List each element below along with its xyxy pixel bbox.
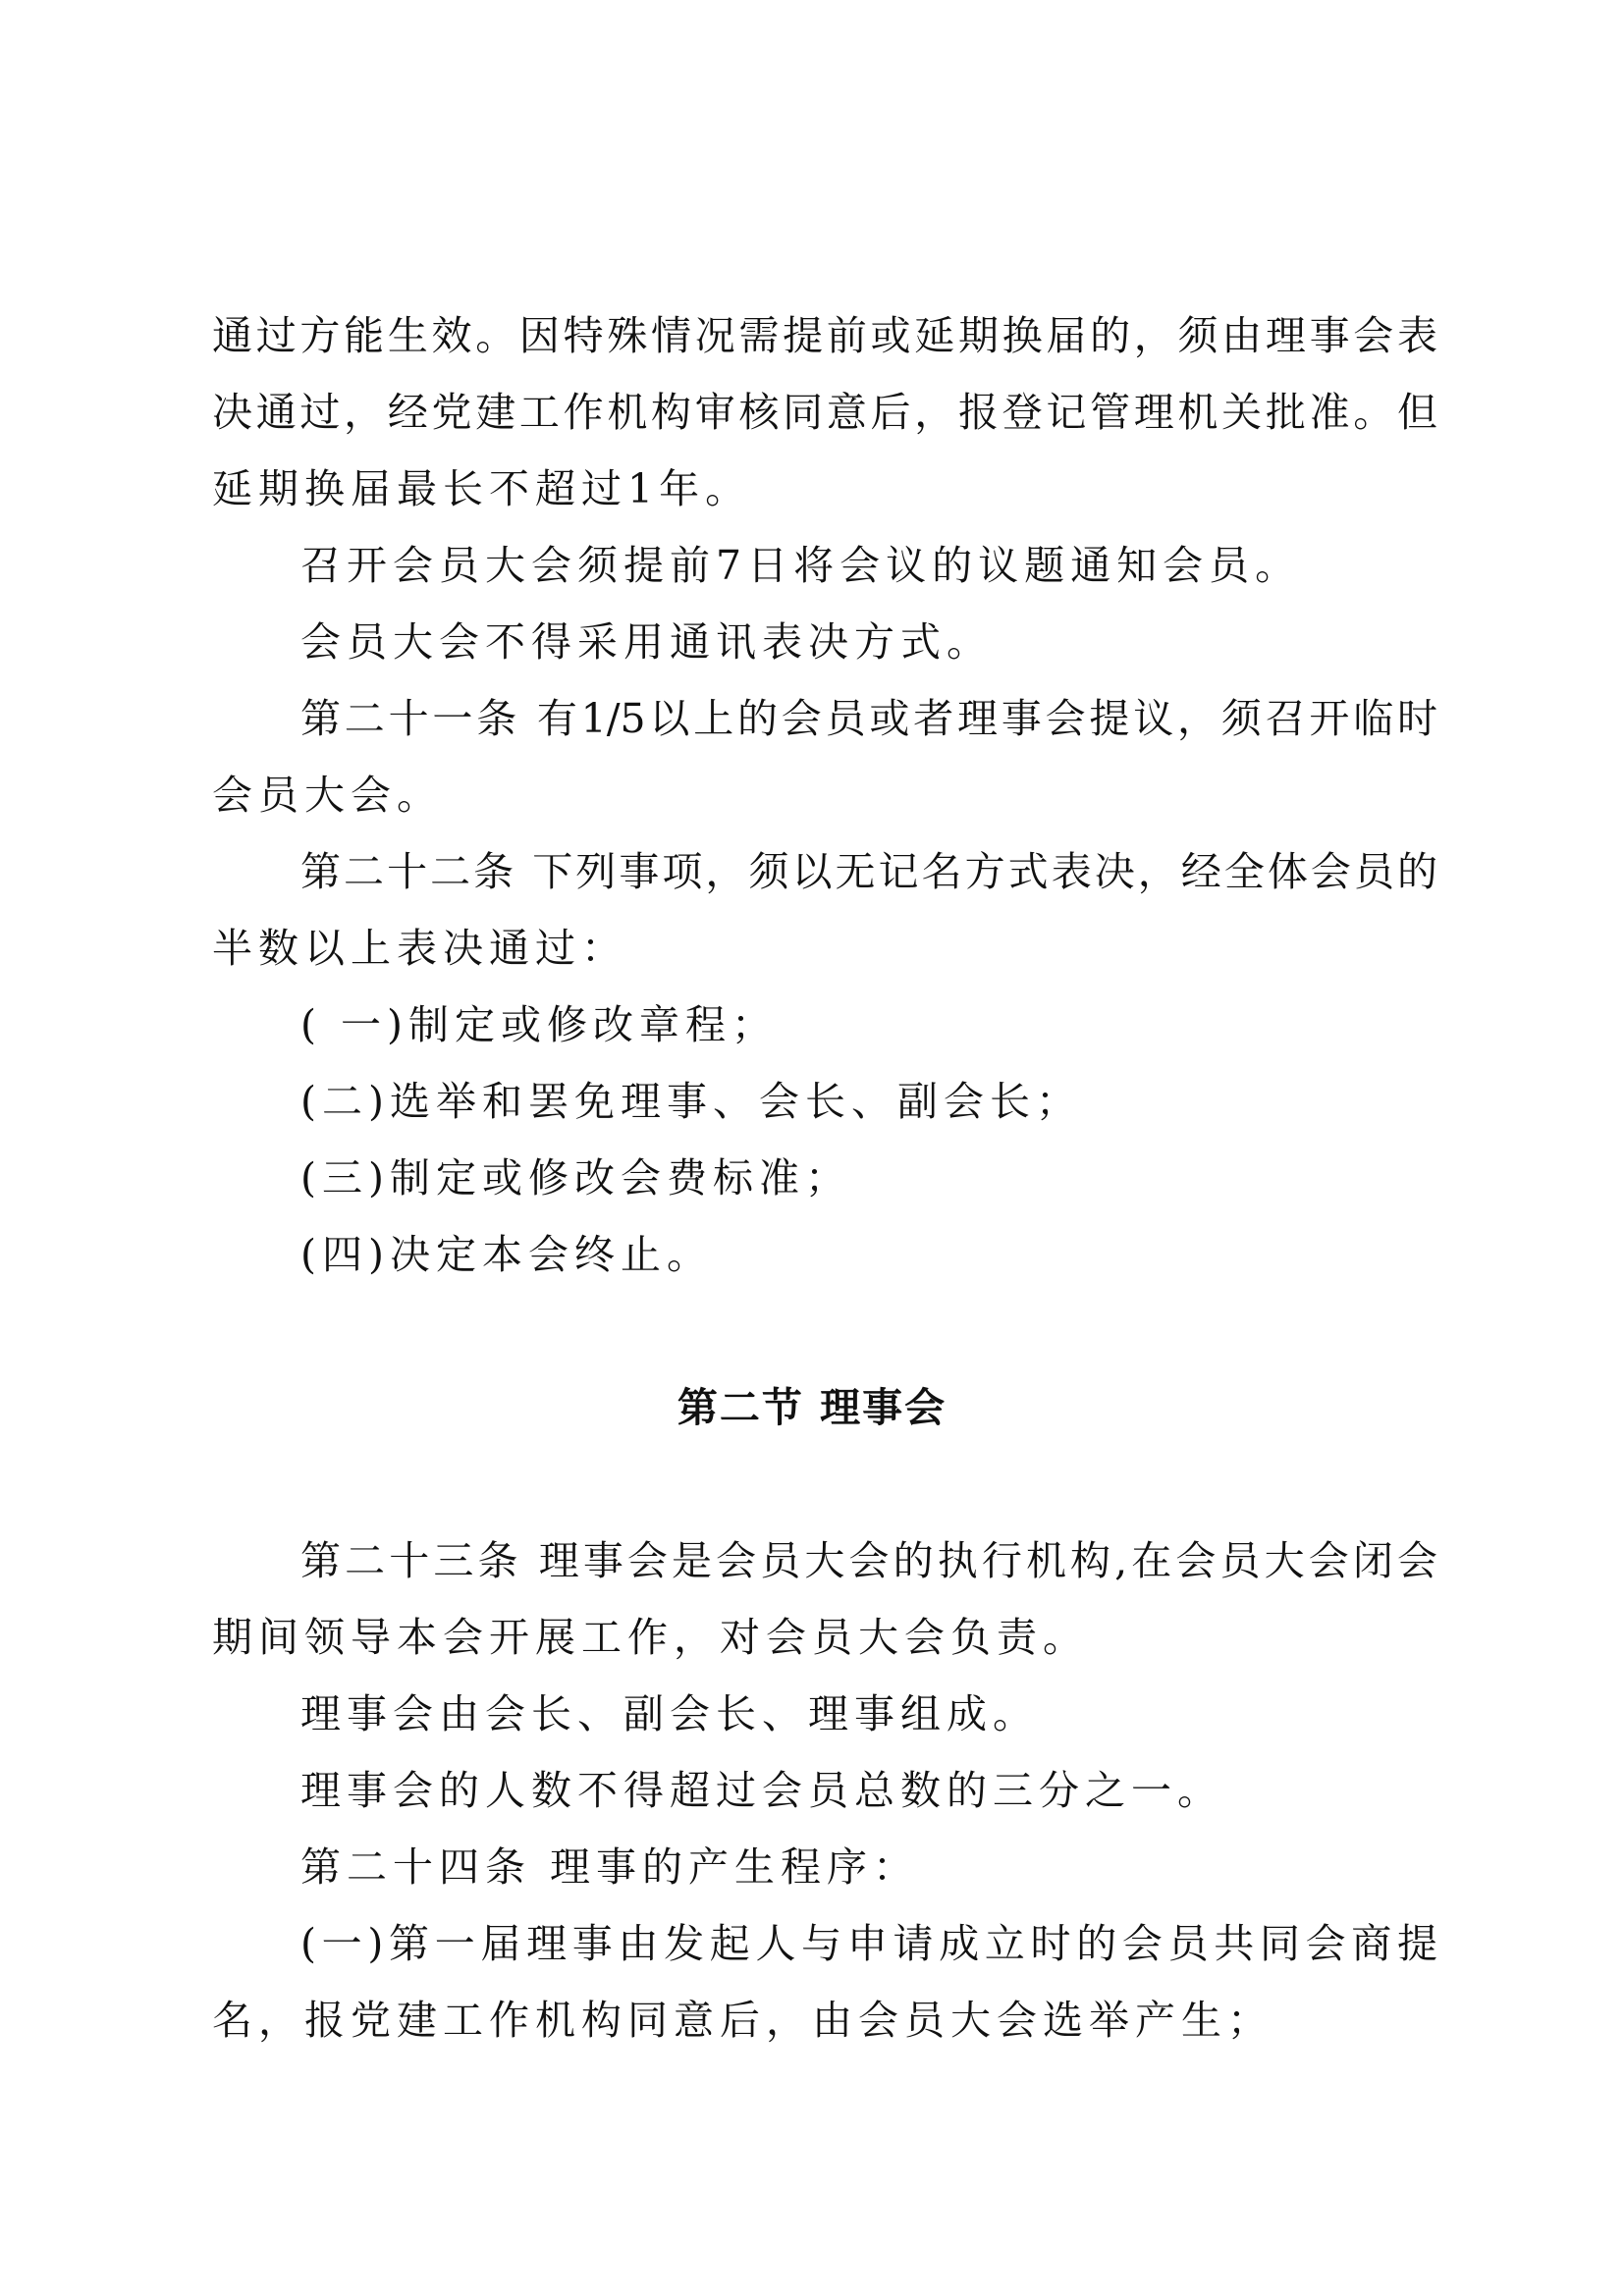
paragraph-line: 名，报党建工作机构同意后，由会员大会选举产生； (212, 1997, 1273, 2044)
paragraph-line: 会员大会不得采用通讯表决方式。 (300, 618, 993, 666)
article-24-line: 第二十四条 理事的产生程序： (300, 1843, 920, 1891)
list-item: (四)决定本会终止。 (300, 1231, 713, 1278)
list-item: (二)选举和罢免理事、会长、副会长； (300, 1078, 1082, 1125)
paragraph-line: 召开会员大会须提前7日将会议的议题通知会员。 (300, 542, 1302, 589)
paragraph-line: 半数以上表决通过： (212, 925, 627, 972)
list-item: (三)制定或修改会费标准； (300, 1154, 851, 1201)
article-21-line: 第二十一条 有1/5以上的会员或者理事会提议，须召开临时 (300, 695, 1437, 742)
paragraph-line: 会员大会。 (212, 772, 443, 819)
paragraph-line: 理事会的人数不得超过会员总数的三分之一。 (300, 1767, 1223, 1814)
paragraph-line: 决通过，经党建工作机构审核同意后，报登记管理机关批准。但 (212, 389, 1437, 436)
paragraph-line: 理事会由会长、副会长、理事组成。 (300, 1690, 1039, 1737)
article-23-line: 第二十三条 理事会是会员大会的执行机构,在会员大会闭会 (300, 1537, 1437, 1584)
paragraph-line: 期间领导本会开展工作，对会员大会负责。 (212, 1614, 1089, 1661)
paragraph-line: 通过方能生效。因特殊情况需提前或延期换届的，须由理事会表 (212, 312, 1437, 359)
list-item: (一)第一届理事由发起人与申请成立时的会员共同会商提 (300, 1920, 1437, 1967)
section-heading: 第二节 理事会 (677, 1384, 947, 1431)
list-item: ( 一)制定或修改章程； (300, 1001, 779, 1048)
paragraph-line: 延期换届最长不超过1年。 (212, 465, 752, 512)
article-22-line: 第二十二条 下列事项，须以无记名方式表决，经全体会员的 (300, 848, 1437, 895)
